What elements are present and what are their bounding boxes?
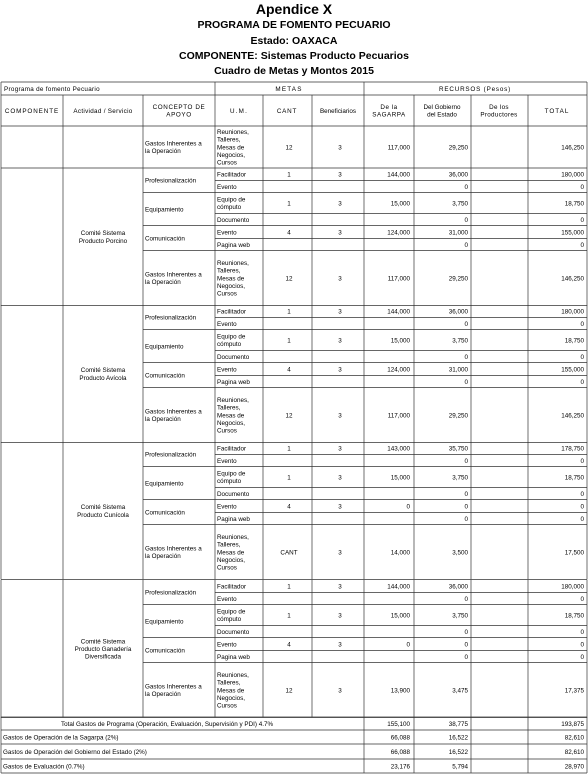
unidad-medida (217, 672, 249, 709)
total-value: 0 (580, 216, 584, 224)
beneficiarios-value: 3 (338, 229, 342, 237)
concepto-apoyo (145, 206, 184, 213)
concepto-apoyo-line: Gastos Inherentes a (145, 545, 202, 553)
unidad-medida-line: Reuniones, (217, 260, 249, 268)
componente-name (79, 367, 127, 382)
unidad-medida-line: Mesas de (217, 275, 245, 283)
beneficiarios-value: 3 (338, 200, 342, 208)
totals-sagarpa: 23,176 (390, 763, 410, 771)
cant-value: 4 (287, 503, 291, 511)
estado-value: 3,750 (452, 474, 468, 482)
component-title: COMPONENTE: Sistemas Producto Pecuarios (179, 50, 409, 62)
estado-value: 0 (464, 378, 468, 386)
totals-label: Gastos de Operación del Gobierno del Estado (2%) (3, 748, 147, 756)
unidad-medida (217, 354, 250, 361)
componente-name-line: Producto Cunícola (77, 511, 129, 519)
total-value: 178,750 (561, 445, 584, 453)
beneficiarios-value: 3 (338, 612, 342, 620)
totals-label: Gastos de Evaluación (0.7%) (3, 763, 85, 771)
unidad-medida-line: Evento (217, 366, 237, 374)
unidad-medida-line: Evento (217, 320, 237, 328)
estado-value: 29,250 (448, 144, 468, 152)
sagarpa-value: 0 (406, 503, 410, 511)
total-value: 0 (580, 457, 584, 465)
unidad-medida-line: Talleres, (217, 404, 241, 412)
componente-name-line: Producto Porcino (78, 237, 128, 245)
unidad-medida-line: Cursos (217, 290, 237, 298)
sagarpa-value: 117,000 (387, 412, 410, 420)
totals-total: 28,970 (564, 763, 584, 771)
componente-name-line: Producto Avícola (79, 374, 127, 382)
concepto-apoyo-line: la Operación (145, 553, 181, 561)
concepto-apoyo-line: Comunicación (145, 235, 185, 243)
unidad-medida-line: Negocios, (217, 556, 246, 564)
beneficiarios-value: 3 (338, 474, 342, 482)
concepto-apoyo-line: Gastos Inherentes a (145, 271, 202, 279)
totals-label: Total Gastos de Programa (Operación, Evaluación, Supervisión y PDI) 4.7% (61, 720, 274, 728)
unidad-medida-line: Evento (217, 457, 237, 465)
metas-header: METAS (275, 85, 303, 93)
unidad-medida-line: Facilitador (217, 171, 247, 179)
estado-value: 3,475 (452, 687, 468, 695)
col-sagarpa (372, 104, 406, 119)
concepto-apoyo-line: Gastos Inherentes a (145, 408, 202, 416)
beneficiarios-value: 3 (338, 445, 342, 453)
concepto-apoyo-line: Equipamiento (145, 618, 184, 626)
totals-estado: 5,794 (452, 763, 468, 771)
sagarpa-value: 15,000 (390, 474, 410, 482)
totals-label: Gastos de Operación de la Sagarpa (2%) (3, 734, 119, 742)
concepto-apoyo-line: la Operación (145, 691, 181, 699)
unidad-medida (217, 217, 250, 224)
unidad-medida-line: Pagina web (217, 515, 250, 523)
estado-value: 0 (464, 653, 468, 661)
unidad-medida-line: Equipo de (217, 608, 246, 616)
concepto-apoyo-line: Profesionalización (145, 314, 197, 322)
col-um: U.M. (229, 107, 249, 115)
concepto-apoyo (145, 590, 197, 597)
estado-value: 3,750 (452, 337, 468, 345)
beneficiarios-value: 3 (338, 687, 342, 695)
concepto-apoyo-line: la Operación (145, 148, 181, 156)
concepto-apoyo-line: Gastos Inherentes a (145, 140, 202, 148)
concepto-apoyo-line: Equipamiento (145, 343, 184, 351)
unidad-medida (217, 242, 250, 249)
concepto-apoyo (145, 408, 202, 423)
col-cant: CANT (276, 107, 298, 115)
componente-name-line: Comité Sistema (80, 367, 126, 375)
concepto-apoyo-line: Gastos Inherentes a (145, 683, 202, 691)
total-value: 0 (580, 183, 584, 191)
unidad-medida-line: Mesas de (217, 412, 245, 420)
cant-value: 12 (285, 412, 293, 420)
recursos-header: RECURSOS (Pesos) (439, 85, 511, 93)
cant-value: 4 (287, 366, 291, 374)
estado-value: 3,500 (452, 549, 468, 557)
unidad-medida (217, 366, 237, 373)
cant-value: 12 (285, 687, 293, 695)
unidad-medida-line: Talleres, (217, 679, 241, 687)
total-value: 18,750 (564, 474, 584, 482)
col-estado-line: Del Gobierno (423, 103, 461, 111)
sagarpa-value: 143,000 (387, 445, 410, 453)
unidad-medida-line: Negocios, (217, 694, 246, 702)
concepto-apoyo (145, 647, 185, 654)
cant-value: 1 (287, 583, 291, 591)
estado-value: 0 (464, 457, 468, 465)
total-value: 0 (580, 641, 584, 649)
total-value: 155,000 (561, 229, 584, 237)
beneficiarios-value: 3 (338, 583, 342, 591)
program-title: PROGRAMA DE FOMENTO PECUARIO (197, 19, 391, 31)
unidad-medida-line: Cursos (217, 427, 237, 435)
table-subtitle: Cuadro de Metas y Montos 2015 (214, 65, 374, 77)
total-value: 0 (580, 503, 584, 511)
unidad-medida (217, 172, 246, 179)
concepto-apoyo (145, 545, 202, 560)
concepto-apoyo (145, 235, 185, 242)
estado-value: 31,000 (448, 366, 468, 374)
cant-value: 1 (287, 474, 291, 482)
totals-estado: 38,775 (448, 720, 468, 728)
col-concepto-line: APOYO (166, 111, 192, 119)
estado-value: 3,750 (452, 200, 468, 208)
unidad-medida-line: Facilitador (217, 308, 247, 316)
estado-value: 0 (464, 641, 468, 649)
estado-value: 0 (464, 183, 468, 191)
cant-value: 1 (287, 337, 291, 345)
program-label: Programa de fomento Pecuario (4, 85, 100, 93)
sagarpa-value: 13,900 (390, 687, 410, 695)
totals-total: 193,875 (561, 720, 584, 728)
concepto-apoyo-line: Comunicación (145, 647, 185, 655)
totals-sagarpa: 66,088 (390, 734, 410, 742)
estado-value: 0 (464, 490, 468, 498)
cant-value: 4 (287, 229, 291, 237)
sagarpa-value: 144,000 (387, 308, 410, 316)
componente-name (77, 504, 129, 519)
unidad-medida-line: Facilitador (217, 445, 247, 453)
unidad-medida (217, 397, 249, 434)
cant-value: 1 (287, 200, 291, 208)
unidad-medida-line: Cursos (217, 702, 237, 710)
unidad-medida-line: Negocios, (217, 282, 246, 290)
unidad-medida-line: Negocios, (217, 419, 246, 427)
total-value: 180,000 (561, 308, 584, 316)
total-value: 0 (580, 320, 584, 328)
beneficiarios-value: 3 (338, 275, 342, 283)
concepto-apoyo (145, 618, 184, 625)
col-componente: COMPONENTE (4, 107, 60, 115)
totals-estado: 16,522 (448, 734, 468, 742)
estado-value: 0 (464, 515, 468, 523)
unidad-medida-line: Mesas de (217, 687, 245, 695)
total-value: 0 (580, 653, 584, 661)
col-concepto (153, 104, 206, 119)
estado-value: 31,000 (448, 229, 468, 237)
col-beneficiarios: Beneficiarios (319, 107, 357, 115)
componente-name-line: Comité Sistema (80, 230, 126, 238)
totals-total: 82,610 (564, 734, 584, 742)
concepto-apoyo-line: Comunicación (145, 509, 185, 517)
unidad-medida-line: Documento (217, 628, 250, 636)
beneficiarios-value: 3 (338, 171, 342, 179)
sagarpa-value: 15,000 (390, 612, 410, 620)
beneficiarios-value: 3 (338, 337, 342, 345)
concepto-apoyo-line: Equipamiento (145, 206, 184, 214)
unidad-medida (217, 641, 237, 648)
unidad-medida-line: cómputo (217, 478, 242, 486)
unidad-medida (217, 458, 237, 465)
col-actividad: Actividad / Servicio (73, 107, 133, 115)
col-concepto-line: CONCEPTO DE (152, 103, 206, 111)
total-value: 0 (580, 378, 584, 386)
totals-estado: 16,522 (448, 748, 468, 756)
unidad-medida (217, 229, 237, 236)
estado-value: 35,750 (448, 445, 468, 453)
total-value: 18,750 (564, 337, 584, 345)
unidad-medida (217, 491, 250, 498)
sagarpa-value: 117,000 (387, 144, 410, 152)
concepto-apoyo (145, 140, 202, 155)
unidad-medida (217, 654, 250, 661)
concepto-apoyo (145, 509, 185, 516)
unidad-medida (217, 608, 246, 623)
beneficiarios-value: 3 (338, 366, 342, 374)
total-value: 0 (580, 353, 584, 361)
concepto-apoyo-line: Profesionalización (145, 451, 197, 459)
concepto-apoyo (145, 480, 184, 487)
unidad-medida-line: Reuniones, (217, 397, 249, 405)
unidad-medida (217, 379, 250, 386)
estado-value: 36,000 (448, 583, 468, 591)
concepto-apoyo (145, 315, 197, 322)
unidad-medida (217, 470, 246, 485)
total-value: 0 (580, 515, 584, 523)
unidad-medida (217, 534, 249, 571)
cant-value: 1 (287, 308, 291, 316)
beneficiarios-value: 3 (338, 144, 342, 152)
beneficiarios-value: 3 (338, 641, 342, 649)
unidad-medida-line: Talleres, (217, 136, 241, 144)
sagarpa-value: 14,000 (390, 549, 410, 557)
col-productores-line: De los (489, 103, 509, 111)
componente-name-line: Comité Sistema (80, 638, 126, 646)
unidad-medida-line: Reuniones, (217, 534, 249, 542)
unidad-medida-line: Documento (217, 216, 250, 224)
concepto-apoyo-line: Equipamiento (145, 480, 184, 488)
cant-value: 1 (287, 445, 291, 453)
estado-value: 0 (464, 216, 468, 224)
totals-sagarpa: 155,100 (387, 720, 410, 728)
unidad-medida-line: Reuniones, (217, 129, 249, 137)
cant-value: 1 (287, 171, 291, 179)
componente-name (79, 230, 128, 245)
total-value: 0 (580, 595, 584, 603)
sagarpa-value: 117,000 (387, 275, 410, 283)
unidad-medida-line: Evento (217, 183, 237, 191)
col-productores (480, 104, 517, 119)
total-value: 146,250 (561, 412, 584, 420)
state-title: Estado: OAXACA (250, 35, 338, 47)
unidad-medida-line: cómputo (217, 204, 242, 212)
cant-value: 12 (285, 275, 293, 283)
unidad-medida (217, 596, 237, 603)
estado-value: 3,750 (452, 612, 468, 620)
unidad-medida-line: Pagina web (217, 378, 250, 386)
concepto-apoyo (145, 343, 184, 350)
unidad-medida-line: cómputo (217, 341, 242, 349)
total-value: 0 (580, 241, 584, 249)
unidad-medida-line: Reuniones, (217, 672, 249, 680)
unidad-medida-line: Talleres, (217, 267, 241, 275)
unidad-medida-line: Evento (217, 229, 237, 237)
total-value: 17,500 (564, 549, 584, 557)
unidad-medida-line: Equipo de (217, 333, 246, 341)
unidad-medida (217, 503, 237, 510)
concepto-apoyo (145, 683, 202, 698)
total-value: 180,000 (561, 583, 584, 591)
unidad-medida (217, 584, 246, 591)
estado-value: 29,250 (448, 412, 468, 420)
unidad-medida-line: Facilitador (217, 583, 247, 591)
concepto-apoyo-line: Comunicación (145, 372, 185, 380)
unidad-medida-line: Cursos (217, 159, 237, 167)
sagarpa-value: 144,000 (387, 171, 410, 179)
componente-name (75, 638, 132, 660)
sagarpa-value: 15,000 (390, 337, 410, 345)
cant-value: 12 (285, 144, 293, 152)
sagarpa-value: 144,000 (387, 583, 410, 591)
beneficiarios-value: 3 (338, 503, 342, 511)
unidad-medida-line: cómputo (217, 616, 242, 624)
appendix-title: Apendice X (255, 1, 333, 17)
estado-value: 29,250 (448, 275, 468, 283)
unidad-medida (217, 333, 246, 348)
concepto-apoyo (145, 452, 197, 459)
concepto-apoyo-line: Profesionalización (145, 177, 197, 185)
unidad-medida (217, 184, 237, 191)
unidad-medida-line: Pagina web (217, 241, 250, 249)
total-value: 0 (580, 628, 584, 636)
unidad-medida (217, 629, 250, 636)
unidad-medida-line: Mesas de (217, 549, 245, 557)
totals-sagarpa: 66,088 (390, 748, 410, 756)
total-value: 155,000 (561, 366, 584, 374)
cant-value: 4 (287, 641, 291, 649)
col-sagarpa-line: De la (380, 103, 398, 111)
cant-value: CANT (280, 549, 298, 557)
unidad-medida-line: Evento (217, 503, 237, 511)
unidad-medida-line: Cursos (217, 564, 237, 572)
unidad-medida (217, 446, 246, 453)
estado-value: 0 (464, 628, 468, 636)
estado-value: 36,000 (448, 308, 468, 316)
unidad-medida-line: Talleres, (217, 541, 241, 549)
total-value: 180,000 (561, 171, 584, 179)
beneficiarios-value: 3 (338, 308, 342, 316)
cant-value: 1 (287, 612, 291, 620)
unidad-medida-line: Pagina web (217, 653, 250, 661)
estado-value: 0 (464, 503, 468, 511)
total-value: 146,250 (561, 144, 584, 152)
unidad-medida-line: Equipo de (217, 470, 246, 478)
unidad-medida-line: Documento (217, 353, 250, 361)
col-estado-line: del Estado (427, 111, 457, 119)
unidad-medida (217, 260, 249, 297)
estado-value: 0 (464, 241, 468, 249)
sagarpa-value: 0 (406, 641, 410, 649)
total-value: 18,750 (564, 612, 584, 620)
concepto-apoyo-line: la Operación (145, 416, 181, 424)
total-value: 17,375 (564, 687, 584, 695)
col-estado (423, 104, 461, 119)
beneficiarios-value: 3 (338, 549, 342, 557)
concepto-apoyo (145, 372, 185, 379)
total-value: 0 (580, 490, 584, 498)
col-productores-line: Productores (480, 111, 518, 119)
unidad-medida (217, 309, 246, 316)
unidad-medida-line: Evento (217, 641, 237, 649)
unidad-medida-line: Documento (217, 490, 250, 498)
estado-value: 0 (464, 320, 468, 328)
sagarpa-value: 124,000 (387, 229, 410, 237)
unidad-medida (217, 196, 246, 211)
col-sagarpa-line: SAGARPA (372, 111, 406, 119)
unidad-medida-line: Negocios, (217, 151, 246, 159)
unidad-medida (217, 321, 237, 328)
sagarpa-value: 15,000 (390, 200, 410, 208)
unidad-medida-line: Evento (217, 595, 237, 603)
unidad-medida (217, 129, 249, 166)
totals-total: 82,610 (564, 748, 584, 756)
estado-value: 36,000 (448, 171, 468, 179)
sagarpa-value: 124,000 (387, 366, 410, 374)
componente-name-line: Producto Ganadería (74, 646, 132, 654)
concepto-apoyo (145, 178, 197, 185)
unidad-medida-line: Equipo de (217, 196, 246, 204)
componente-name-line: Comité Sistema (80, 504, 126, 512)
total-value: 146,250 (561, 275, 584, 283)
beneficiarios-value: 3 (338, 412, 342, 420)
concepto-apoyo (145, 271, 202, 286)
col-total: TOTAL (544, 107, 570, 115)
estado-value: 0 (464, 595, 468, 603)
componente-name-line: Diversificada (84, 653, 122, 661)
concepto-apoyo-line: Profesionalización (145, 589, 197, 597)
unidad-medida-line: Mesas de (217, 144, 245, 152)
total-value: 18,750 (564, 200, 584, 208)
concepto-apoyo-line: la Operación (145, 279, 181, 287)
estado-value: 0 (464, 353, 468, 361)
unidad-medida (217, 516, 250, 523)
